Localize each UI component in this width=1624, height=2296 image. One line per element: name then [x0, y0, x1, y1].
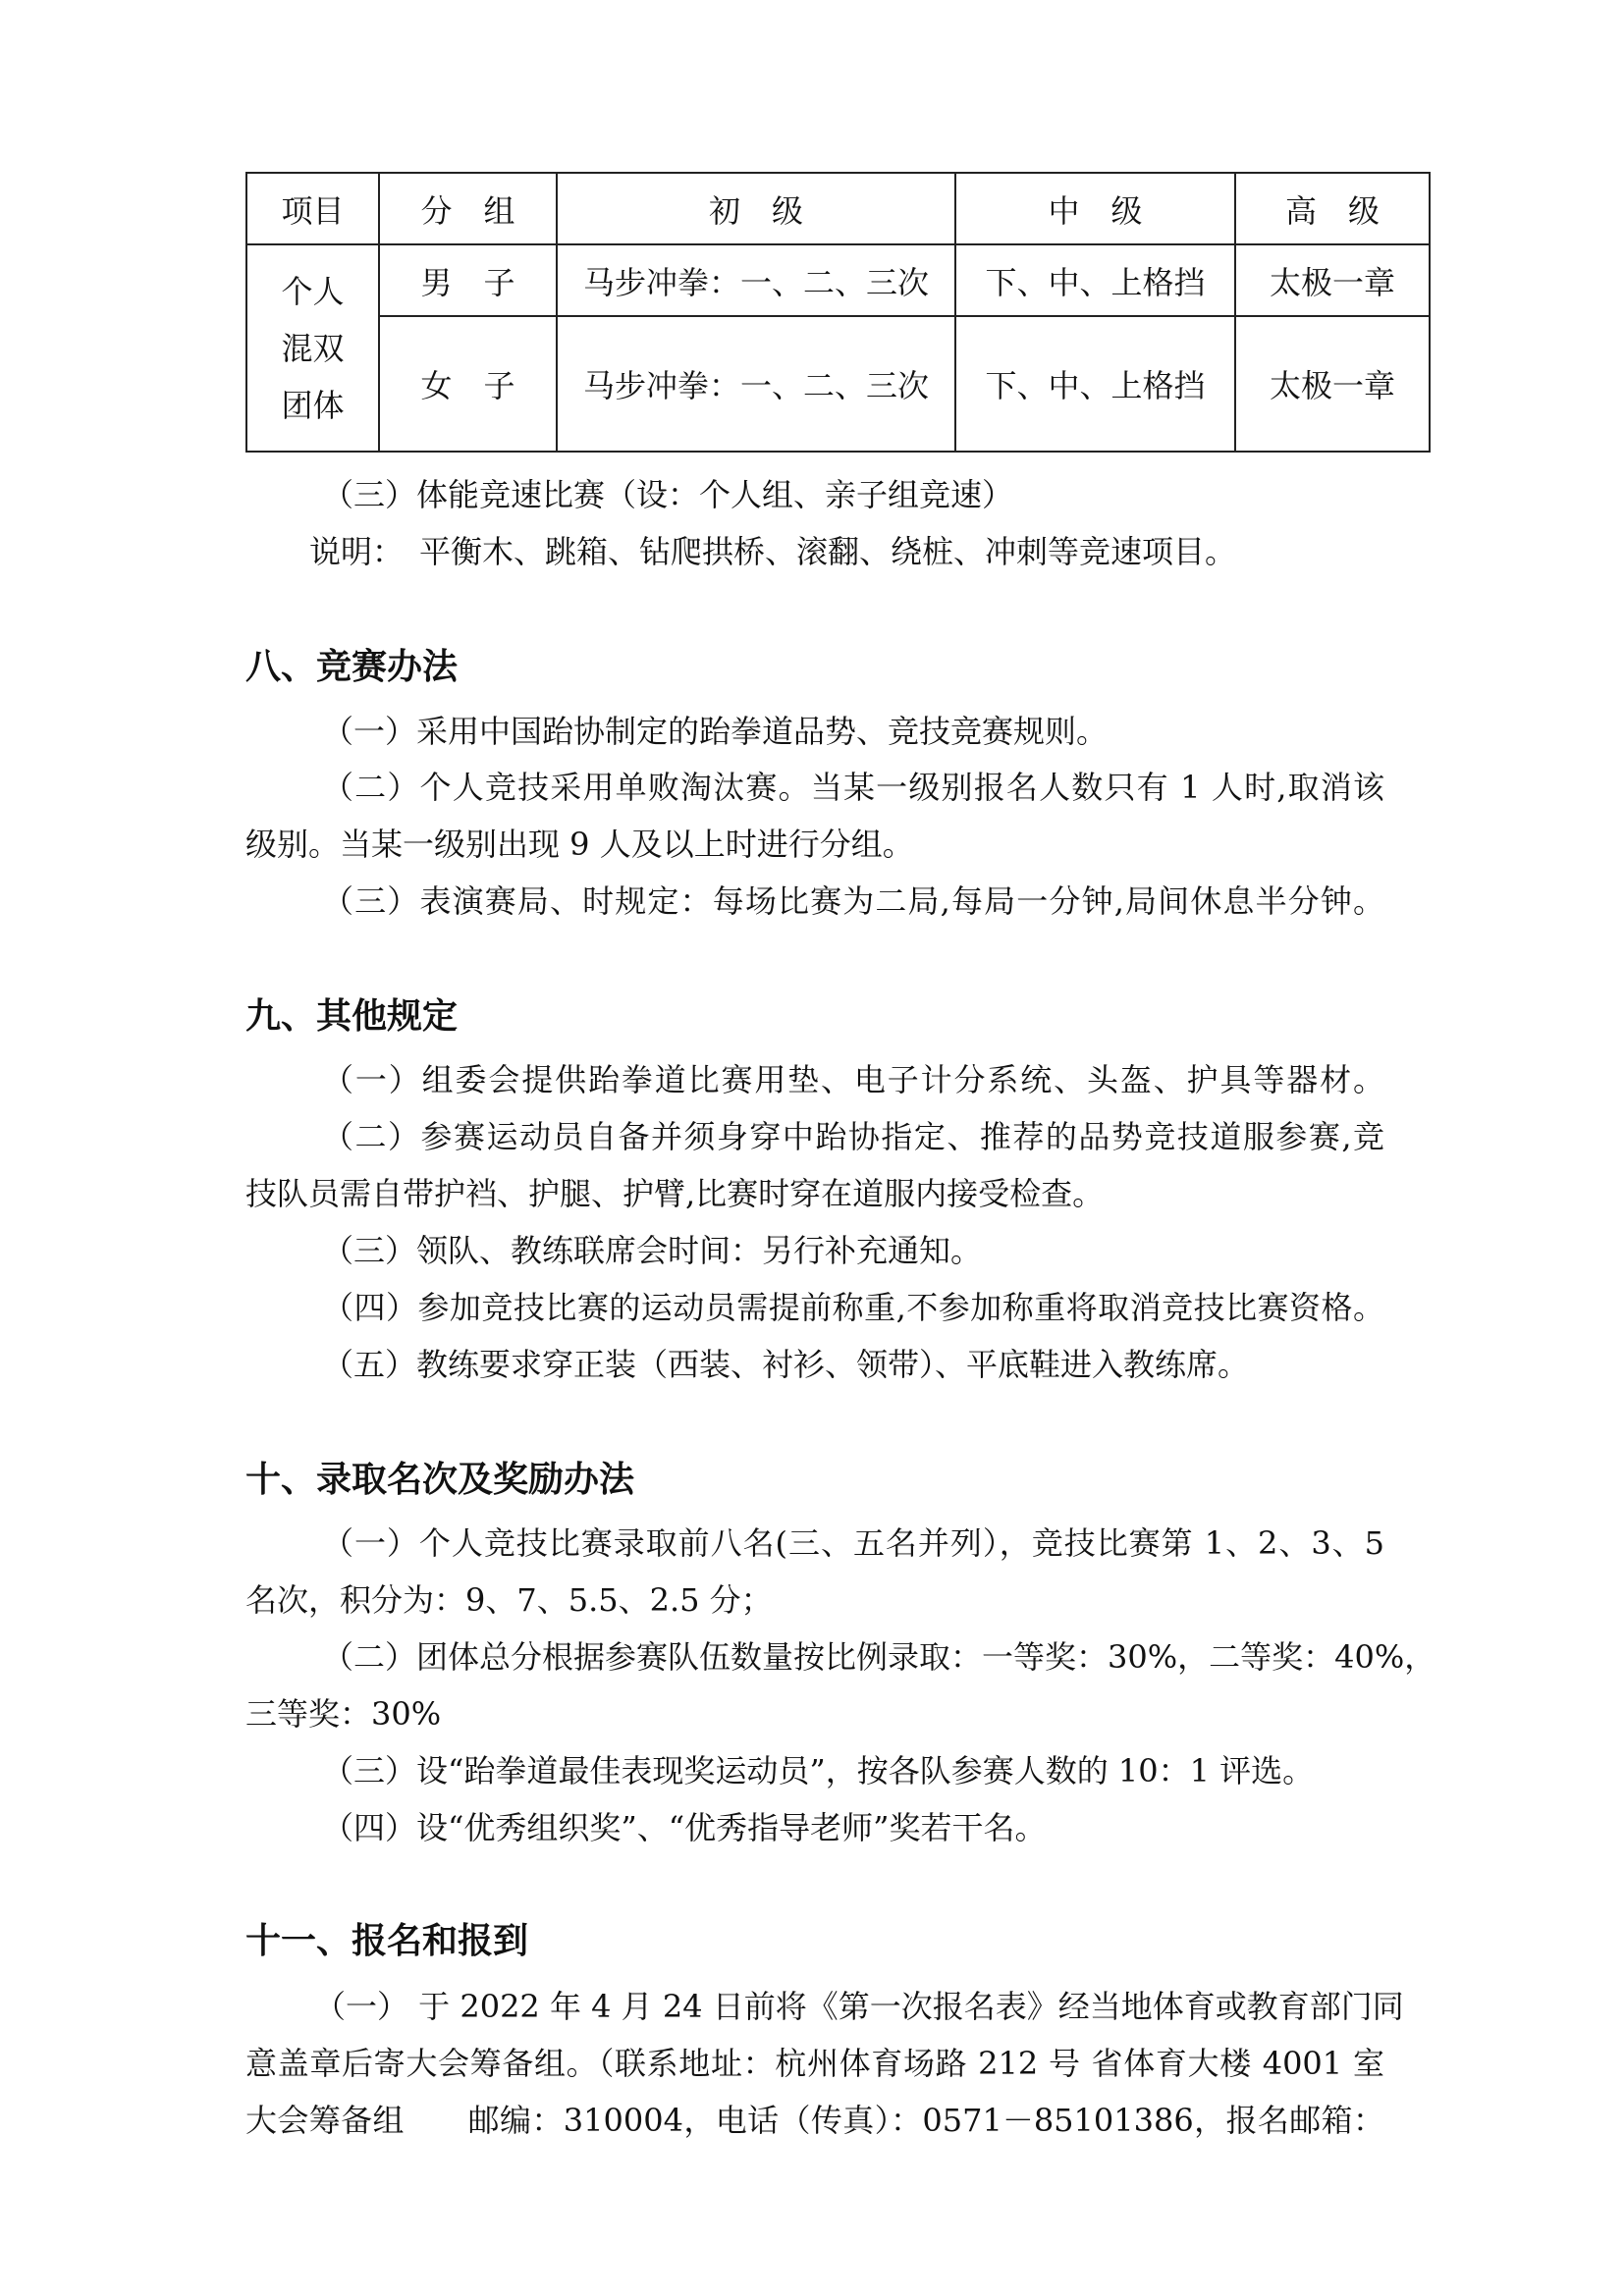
table-row — [246, 244, 1430, 316]
header-group: 分 组 — [379, 173, 557, 244]
paragraph: （二）参赛运动员自备并须身穿中跆协指定、推荐的品势竞技道服参赛,竞 — [322, 1118, 1384, 1155]
group-cell: 女 子 — [379, 316, 557, 452]
header-advanced: 高 级 — [1235, 173, 1430, 244]
paragraph-continuation: 意盖章后寄大会筹备组。（联系地址：杭州体育场路 212 号 省体育大楼 4001 室 — [245, 2045, 1384, 2082]
note-paragraph: 说明： 平衡木、跳箱、钻爬拱桥、滚翻、绕桩、冲刺等竞速项目。 — [309, 533, 1237, 570]
header-intermediate: 中 级 — [955, 173, 1235, 244]
paragraph: （四）设“优秀组织奖”、“优秀指导老师”奖若干名。 — [322, 1809, 1047, 1846]
advanced-cell: 太极一章 — [1235, 316, 1430, 452]
group-cell: 男 子 — [379, 244, 557, 316]
paragraph: （一）组委会提供跆拳道比赛用垫、电子计分系统、头盔、护具等器材。 — [322, 1061, 1384, 1098]
beginner-cell: 马步冲拳：一、二、三次 — [557, 244, 955, 316]
project-line: 团体 — [281, 386, 345, 424]
paragraph: （三）领队、教练联席会时间：另行补充通知。 — [322, 1232, 983, 1269]
project-cell — [246, 244, 379, 452]
header-beginner: 初 级 — [557, 173, 955, 244]
paragraph: （五）教练要求穿正装（西装、衬衫、领带）、平底鞋进入教练席。 — [322, 1346, 1250, 1383]
paragraph-continuation: 三等奖：30% — [245, 1695, 442, 1733]
grading-table — [245, 172, 1431, 453]
paragraph-continuation: 名次，积分为：9、7、5.5、2.5 分； — [245, 1581, 773, 1619]
paragraph: （三）体能竞速比赛（设：个人组、亲子组竞速） — [322, 476, 1014, 513]
paragraph: （一）个人竞技比赛录取前八名(三、五名并列），竞技比赛第 1、2、3、5 — [322, 1524, 1384, 1562]
section-heading: 八、竞赛办法 — [245, 647, 459, 687]
section-heading: 十一、报名和报到 — [245, 1921, 529, 1961]
paragraph: （一） 于 2022 年 4 月 24 日前将《第一次报名表》经当地体育或教育部门同 — [314, 1988, 1404, 2025]
header-project: 项目 — [246, 173, 379, 244]
intermediate-cell: 下、中、上格挡 — [955, 316, 1235, 452]
project-line: 个人 — [281, 272, 345, 310]
section-heading: 十、录取名次及奖励办法 — [245, 1460, 635, 1500]
intermediate-cell: 下、中、上格挡 — [955, 244, 1235, 316]
paragraph: （三）表演赛局、时规定：每场比赛为二局,每局一分钟,局间休息半分钟。 — [322, 882, 1384, 920]
paragraph-continuation: 级别。当某一级别出现 9 人及以上时进行分组。 — [245, 826, 914, 863]
project-line: 混双 — [281, 329, 345, 367]
paragraph: （三）设“跆拳道最佳表现奖运动员”，按各队参赛人数的 10：1 评选。 — [322, 1752, 1315, 1789]
beginner-cell: 马步冲拳：一、二、三次 — [557, 316, 955, 452]
paragraph-continuation: 大会筹备组 邮编：310004，电话（传真）：0571－85101386，报名邮箱： — [245, 2102, 1384, 2139]
section-heading: 九、其他规定 — [245, 996, 459, 1037]
paragraph: （二）个人竞技采用单败淘汰赛。当某一级别报名人数只有 1 人时,取消该 — [322, 769, 1384, 806]
table-header-row — [246, 173, 1430, 244]
paragraph-continuation: 技队员需自带护裆、护腿、护臂,比赛时穿在道服内接受检查。 — [245, 1175, 1105, 1212]
paragraph: （一）采用中国跆协制定的跆拳道品势、竞技竞赛规则。 — [322, 713, 1109, 750]
table-row — [246, 316, 1430, 452]
advanced-cell: 太极一章 — [1235, 244, 1430, 316]
paragraph: （四）参加竞技比赛的运动员需提前称重,不参加称重将取消竞技比赛资格。 — [322, 1289, 1384, 1326]
paragraph: （二）团体总分根据参赛队伍数量按比例录取：一等奖：30%，二等奖：40%， — [322, 1638, 1436, 1676]
